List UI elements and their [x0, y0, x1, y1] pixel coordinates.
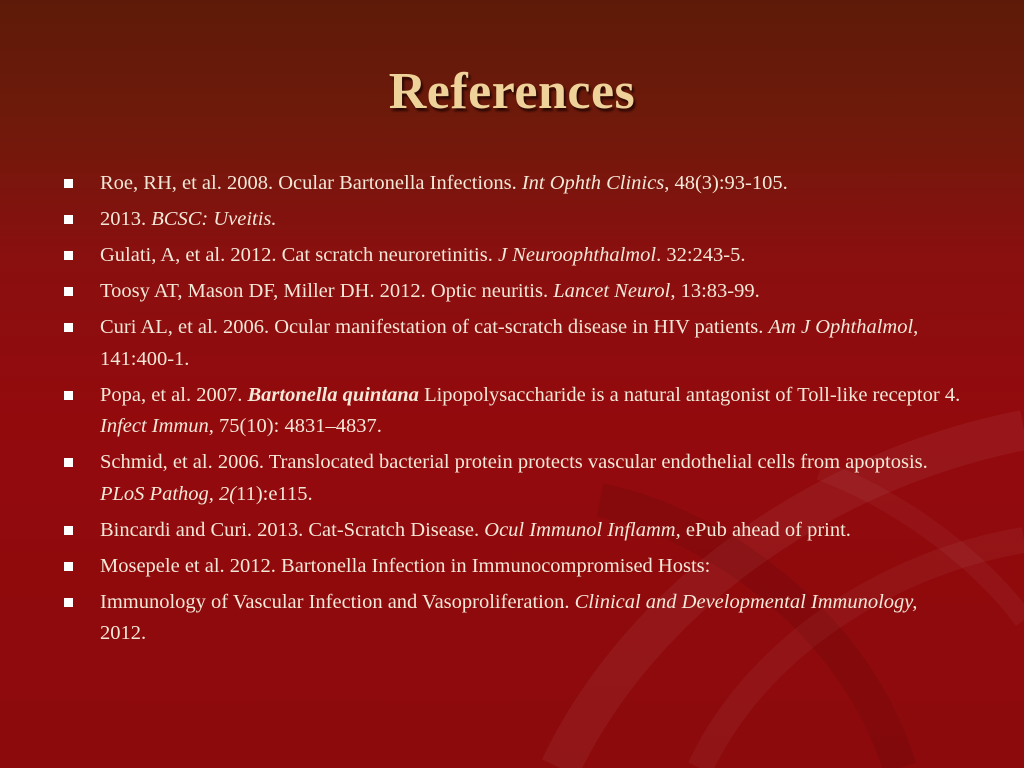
reference-text-segment: Popa, et al. 2007.	[100, 383, 248, 406]
reference-text-segment: Immunology of Vascular Infection and Vasoproliferation.	[100, 590, 575, 613]
reference-text-segment: . 32:243-5.	[656, 244, 746, 266]
reference-item	[62, 276, 962, 308]
reference-text-segment: Curi AL, et al. 2006. Ocular manifestation of cat-scratch disease in HIV patients.	[100, 316, 769, 338]
reference-text-segment: 11):e115.	[236, 482, 313, 505]
reference-text-segment: Toosy AT, Mason DF, Miller DH. 2012. Optic neuritis.	[100, 280, 554, 302]
reference-text-segment: , 13:83-99.	[670, 280, 760, 302]
reference-text-segment: 2013.	[100, 208, 152, 230]
reference-text-segment: Infect Immun,	[100, 415, 214, 437]
reference-item	[62, 447, 962, 510]
square-bullet-icon	[64, 215, 73, 224]
square-bullet-icon	[64, 526, 73, 535]
reference-text-segment: BCSC: Uveitis.	[151, 208, 277, 230]
reference-text-segment: J Neuroophthalmol	[497, 244, 657, 266]
square-bullet-icon	[64, 179, 73, 188]
square-bullet-icon	[64, 458, 73, 467]
reference-text-segment: ePub ahead of print.	[680, 518, 851, 541]
reference-item	[62, 380, 962, 443]
reference-text-segment: Mosepele et al. 2012. Bartonella Infection in Immunocompromised Hosts:	[100, 554, 711, 577]
reference-text-segment: Lipopolysaccharide is a natural antagonist of Toll-like receptor 4.	[418, 383, 961, 406]
reference-text-segment: 75(10): 4831–4837.	[213, 415, 382, 437]
reference-text-segment: Bartonella quintana	[247, 383, 419, 406]
reference-text-segment: , 48(3):93-105.	[664, 172, 788, 194]
reference-text-segment: Roe, RH, et al. 2008. Ocular Bartonella Infections.	[100, 172, 522, 194]
reference-text-segment: Clinical and Developmental Immunology,	[574, 590, 918, 613]
square-bullet-icon	[64, 323, 73, 332]
reference-text-segment: PLoS Pathog, 2(	[100, 482, 237, 505]
reference-item	[62, 551, 962, 583]
reference-item	[62, 587, 962, 650]
reference-text-segment: Ocul Immunol Inflamm,	[484, 518, 681, 541]
reference-text-segment: Schmid, et al. 2006. Translocated bacterial protein protects vascular endothelial cells from apoptosis.	[100, 451, 928, 473]
reference-text-segment: Bincardi and Curi. 2013. Cat-Scratch Disease.	[100, 518, 485, 541]
reference-text-segment: Gulati, A, et al. 2012. Cat scratch neuroretinitis.	[100, 244, 498, 266]
reference-item	[62, 168, 962, 200]
reference-text-segment: 2012.	[100, 622, 147, 644]
reference-item	[62, 204, 962, 236]
reference-text-segment: Lancet Neurol	[553, 280, 671, 302]
reference-text-segment: Int Ophth Clinics	[521, 172, 665, 194]
square-bullet-icon	[64, 287, 73, 296]
square-bullet-icon	[64, 251, 73, 260]
slide-title: References	[388, 63, 636, 120]
square-bullet-icon	[64, 562, 73, 571]
reference-item	[62, 515, 962, 547]
reference-list	[62, 168, 962, 654]
square-bullet-icon	[64, 598, 73, 607]
reference-text-segment: , 141:400-1.	[100, 316, 919, 370]
reference-item	[62, 240, 962, 272]
square-bullet-icon	[64, 391, 73, 400]
reference-item	[62, 312, 962, 375]
reference-text-segment: Am J Ophthalmol	[768, 316, 914, 338]
